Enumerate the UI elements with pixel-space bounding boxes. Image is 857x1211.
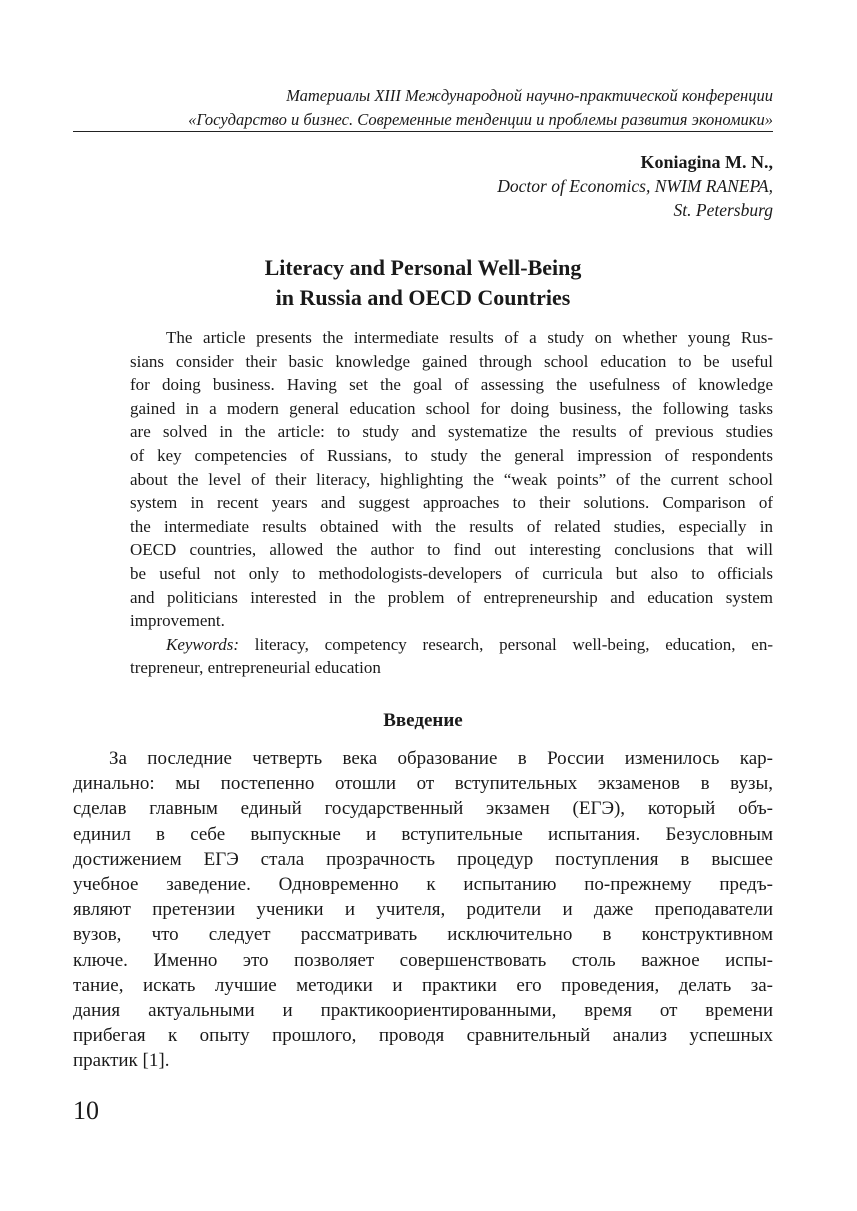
running-header (188, 84, 773, 132)
text-line: достижением ЕГЭ стала прозрачность процедур поступления в высшее (73, 848, 773, 870)
text-line: for doing business. Having set the goal of assessing the usefulness of knowledge (130, 375, 773, 395)
text-line: The article presents the intermediate results of a study on whether young Rus- (166, 328, 773, 347)
author-block (497, 150, 773, 222)
section-heading: Введение (383, 710, 463, 731)
body-paragraph (73, 746, 773, 1073)
title-line: Literacy and Personal Well-Being (264, 255, 582, 280)
keywords-text: literacy, competency research, personal well-being, education, en- (239, 634, 773, 654)
text-line: вузов, что следует рассматривать исключительно в конструктивном (73, 924, 773, 946)
text-line: and politicians interested in the problem of entrepreneurship and education system (130, 587, 773, 607)
header-rule (73, 131, 773, 132)
text-line: являют претензии ученики и учителя, родители и даже преподаватели (73, 899, 773, 921)
text-line: are solved in the article: to study and systematize the results of previous studies (130, 422, 773, 442)
text-line: За последние четверть века образование в России изменилось кар- (109, 748, 773, 769)
title-line: in Russia and OECD Countries (275, 285, 571, 310)
author-affiliation: Doctor of Economics, NWIM RANEPA, (497, 176, 773, 196)
text-line: единил в себе выпускные и вступительные испытания. Безусловным (73, 823, 773, 845)
abstract (130, 326, 773, 680)
keywords-label: Keywords: (166, 634, 240, 654)
text-line: ключе. Именно это позволяет совершенствовать столь важное испы- (73, 949, 773, 971)
text-line: сделав главным единый государственный экзамен (ЕГЭ), который объ- (73, 798, 773, 820)
text-line: about the level of their literacy, highlighting the “weak points” of the current school (130, 469, 773, 489)
text-line: gained in a modern general education school for doing business, the following tasks (130, 398, 773, 418)
author-city: St. Petersburg (673, 200, 773, 220)
text-line: практик [1]. (73, 1050, 170, 1072)
text-line: динально: мы постепенно отошли от вступительных экзаменов в вузы, (73, 773, 773, 795)
page-number: 10 (73, 1096, 99, 1125)
text-line: improvement. (130, 611, 225, 631)
text-line: be useful not only to methodologists-developers of curricula but also to officials (130, 563, 773, 583)
text-line: прибегая к опыту прошлого, проводя сравнительный анализ успешных (73, 1025, 773, 1047)
text-line: sians consider their basic knowledge gained through school education to be useful (130, 351, 773, 371)
keywords-line (130, 633, 773, 657)
text-line: the intermediate results obtained with the results of related studies, especially in (130, 516, 773, 536)
text-line: тание, искать лучшие методики и практики его проведения, делать за- (73, 974, 773, 996)
text-line: дания актуальными и практикоориентированными, время от времени (73, 999, 773, 1021)
running-header-line: «Государство и бизнес. Современные тенденции и проблемы развития экономики» (188, 110, 773, 129)
text-line: OECD countries, allowed the author to find out interesting conclusions that will (130, 540, 773, 560)
article-title (73, 253, 773, 313)
author-name: Koniagina M. N., (640, 152, 773, 172)
text-line: system in recent years and suggest approaches to their solutions. Comparison of (130, 493, 773, 513)
text-line: of key competencies of Russians, to study the general impression of respondents (130, 445, 773, 465)
text-line: учебное заведение. Одновременно к испытанию по-прежнему предъ- (73, 873, 773, 895)
running-header-line: Материалы XIII Международной научно-практической конференции (286, 86, 773, 105)
text-line: trepreneur, entrepreneurial education (130, 658, 381, 678)
